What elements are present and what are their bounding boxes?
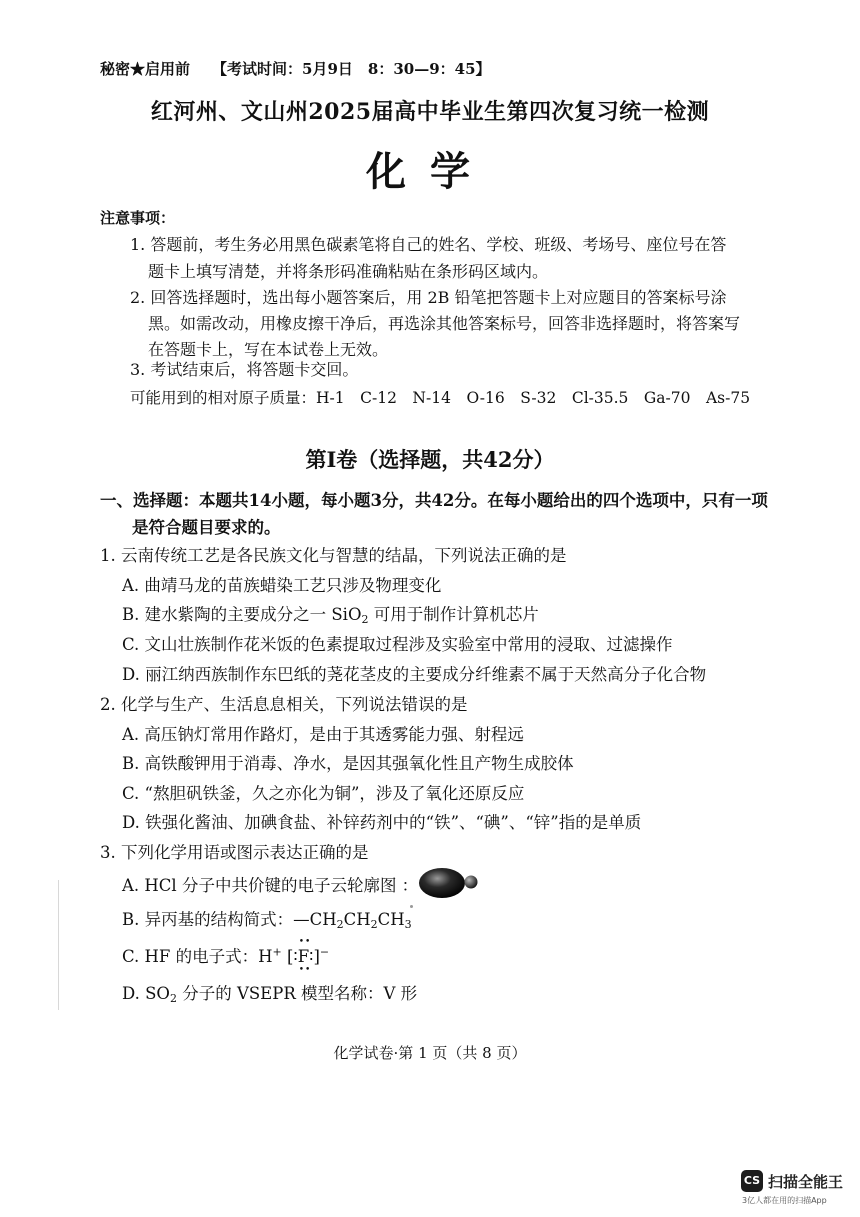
electron-cloud-icon — [418, 865, 482, 901]
question-1-option-d: D. 丽江纳西族制作东巴纸的荛花茎皮的主要成分纤维素不属于天然高分子化合物 — [122, 665, 707, 684]
question-1-option-a: A. 曲靖马龙的苗族蜡染工艺只涉及物理变化 — [122, 576, 442, 595]
section-instruction-cont: 是符合题目要求的。 — [132, 518, 281, 537]
note-item-1: 1. 答题前，考生务必用黑色碳素笔将自己的姓名、学校、班级、考场号、座位号在答 — [130, 235, 727, 254]
question-3-option-a: A. HCl 分子中共价键的电子云轮廓图 ： — [122, 876, 419, 895]
secret-label: 秘密★启用前 — [100, 60, 191, 78]
question-2-option-a: A. 高压钠灯常用作路灯，是由于其透雾能力强、射程远 — [122, 725, 524, 744]
question-1-option-c: C. 文山壮族制作花米饭的色素提取过程涉及实验室中常用的浸取、过滤操作 — [122, 635, 673, 654]
question-2-option-d: D. 铁强化酱油、加碘食盐、补锌药剂中的“铁”、“碘”、“锌”指的是单质 — [122, 813, 642, 832]
exam-time: 【考试时间：5月9日 8：30—9：45】 — [212, 60, 491, 78]
question-1-stem: 1. 云南传统工艺是各民族文化与智慧的结晶，下列说法正确的是 — [100, 546, 567, 565]
watermark-tagline: 3亿人都在用的扫描App — [742, 1196, 827, 1205]
note-item-2-cont: 黑。如需改动，用橡皮擦干净后，再选涂其他答案标号，回答非选择题时，将答案写 — [148, 314, 741, 333]
subject-title: 化学 — [366, 148, 494, 195]
note-item-1-cont: 题卡上填写清楚，并将条形码准确粘贴在条形码区域内。 — [148, 262, 549, 281]
question-3-stem: 3. 下列化学用语或图示表达正确的是 — [100, 843, 369, 862]
fluorine-atom-with-electrons: •• F •• — [297, 937, 312, 975]
notes-heading: 注意事项： — [100, 209, 176, 227]
question-2-option-c: C. “熬胆矾铁釜，久之亦化为铜”，涉及了氧化还原反应 — [122, 784, 525, 803]
atomic-mass-list: 可能用到的相对原子质量：H-1 C-12 N-14 O-16 S-32 Cl-35.5 Ga-70 As-75 — [130, 389, 751, 407]
section-title: 第Ⅰ卷（选择题，共42分） — [305, 447, 555, 472]
question-3-option-b: B. 异丙基的结构简式：$—CH_2CH_2CH_3$ — [122, 910, 412, 931]
watermark-app-name: 扫描全能王 — [768, 1173, 844, 1191]
question-3-option-d: D. $SO_2$ 分子的 VSEPR 模型名称：V 形 — [122, 984, 418, 1005]
question-3-option-c: C. HF 的电子式：H+ [∶ •• F •• ∶]− — [122, 937, 330, 975]
question-2-option-b: B. 高铁酸钾用于消毒、净水，是因其强氧化性且产物生成胶体 — [122, 754, 574, 773]
page-footer: 化学试卷·第 1 页（共 8 页） — [333, 1044, 527, 1062]
note-item-2-cont2: 在答题卡上，写在本试卷上无效。 — [148, 340, 389, 359]
exam-title: 红河州、文山州2025届高中毕业生第四次复习统一检测 — [150, 99, 710, 125]
question-1-option-b: B. 建水紫陶的主要成分之一 SiO$_2$ 可用于制作计算机芯片 — [122, 605, 539, 626]
note-item-3: 3. 考试结束后，将答题卡交回。 — [130, 360, 359, 379]
scan-edge-line — [58, 880, 59, 1010]
question-2-stem: 2. 化学与生产、生活息息相关，下列说法错误的是 — [100, 695, 468, 714]
section-instruction: 一、选择题：本题共14小题，每小题3分，共42分。在每小题给出的四个选项中，只有一项 — [100, 491, 768, 510]
note-item-2: 2. 回答选择题时，选出每小题答案后，用 2B 铅笔把答题卡上对应题目的答案标号涂 — [130, 288, 727, 307]
exam-header-line — [100, 58, 491, 79]
camscanner-logo-icon: CS — [741, 1170, 763, 1192]
